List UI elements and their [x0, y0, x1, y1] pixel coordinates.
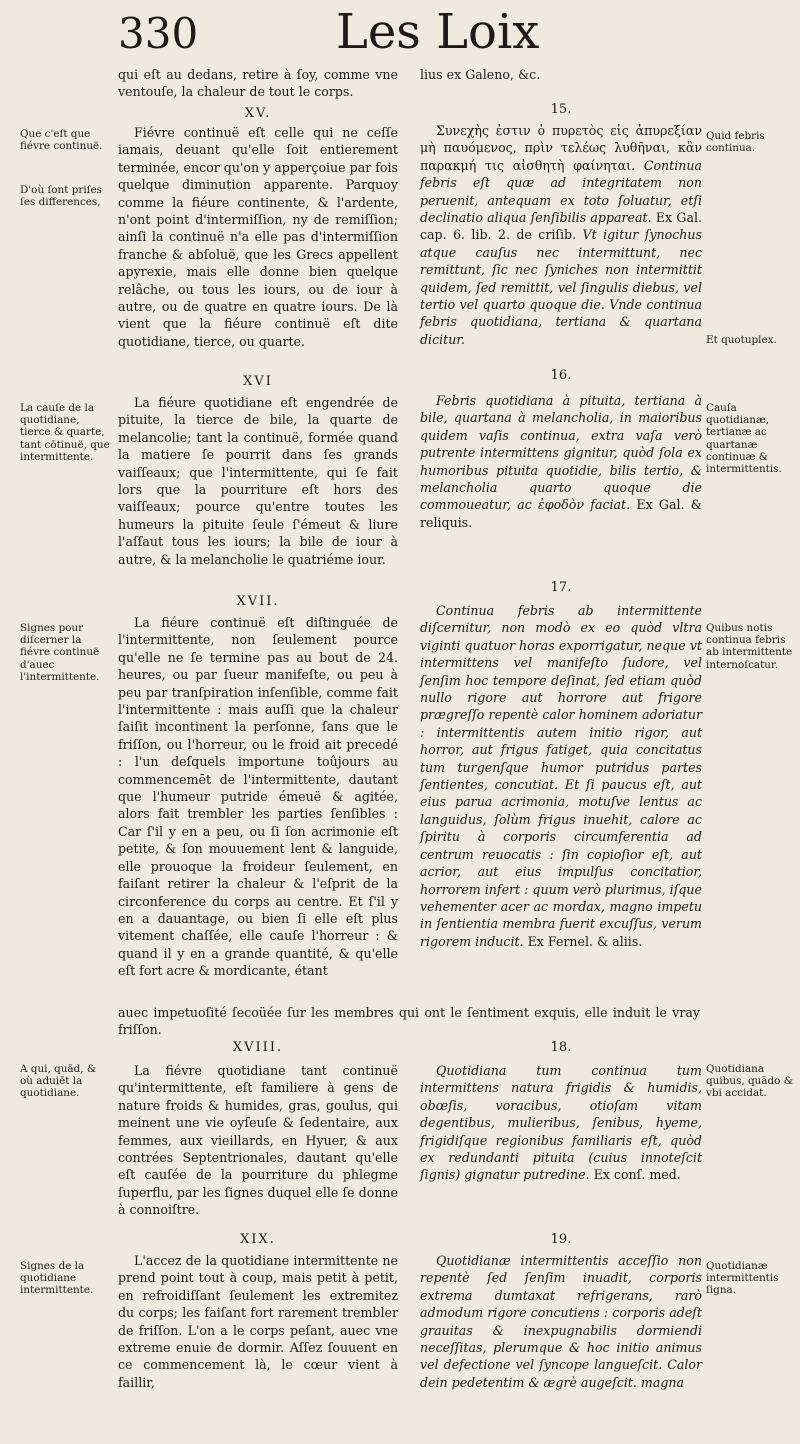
section-number-16: 16. [550, 368, 572, 383]
section-heading-xvii: XVII. [236, 594, 280, 609]
section-heading-xvi: XVI [243, 374, 273, 389]
section-heading-xv: XV. [244, 106, 272, 121]
margin-note-right: Quotidianæ intermittentis ſigna. [706, 1260, 779, 1297]
source-reference: Ex Fernel. & aliis. [527, 933, 643, 949]
section-heading-xviii: XVIII. [232, 1040, 284, 1055]
french-section-xvi: La fiéure quotidiane eſt engendrée de pituite, la tierce de bile, la quarte de melancolie; tant la continuë, formée quand la matiere ſe pourrit dans ſes grands vaiſſeaux; que l'intermittente, qui ſe fait lors que la pourriture eſt hors des vaiſſeaux; pource qu'entre toutes les humeurs la pituite ſeule ſ'émeut & liure l'aſſaut tous les iours; la bile de iour à autre, & la melancholie le quatriéme iour. [118, 395, 398, 567]
section-number-15: 15. [550, 102, 572, 117]
margin-note-left: La cauſe de la quotidiane, tierce & quarte, tant cōtinuë, que intermittente. [20, 402, 110, 463]
margin-note-right: Cauſa quotidianæ, tertianæ ac quartanæ continuæ & intermittentis. [706, 402, 782, 476]
source-reference: Ex conſ. med. [593, 1167, 681, 1183]
section-number-19: 19. [550, 1232, 572, 1247]
french-section-xv: Fiévre continuë eſt celle qui ne ceſſe iamais, deuant qu'elle ſoit entierement terminée, encor qu'on y apperçoiue par fois quelque diminution apparente. Parquoy comme la fiéure continente, & l'ardente, n'ont point d'intermiſſion, ny de remiſſion; ainſi la continuë n'a elle pas d'intermiſſion franche & abſoluë, que les Grecs appellent apyrexie, mais elle donne bien quelque relâche, ou tous les iours, ou de iour à autre, ou de quatre en quatre iours. De là vient que la fiéure continuë eſt dite quotidiane, tierce, ou quarte. [118, 125, 398, 349]
latin-text: Quotidiana tum continua tum intermittens natura frigidis & humidis, obœſis, voracibus, otioſam vitam degentibus, mulieribus, ſenibus, hyeme, frigidiſque regionibus familiaris eſt, quòd ex redundanti pituita (cuius innoteſcit ſignis) gignatur putredine. [420, 1063, 702, 1183]
margin-note-right: Et quotuplex. [706, 334, 777, 346]
page-number: 330 [118, 9, 199, 58]
french-section-xvii: La fiéure continuë eſt diſtinguée de l'intermittente, non ſeulement pource qu'elle ne ſe termine pas au bout de 24. heures, ou par ſueur manifeſte, ou peu à peu par tranſpiration inſenſible, comme fait l'intermittente : mais auſſi que la chaleur ſaiſit incontinent la perſonne, ſans que le friſſon, ou l'horreur, ou le froid ait precedé : l'un deſquels importune toûjours au commencemēt de l'intermittente, dautant que l'humeur putride émeuë & agitée, alors fait trembler les parties ſenſibles : Car ſ'il y en a peu, ou ſi ſon acrimonie eſt petite, & ſon mouuement lent & languide, elle prouoque la froideur ſeulement, en faiſant retirer la chaleur & l'eſprit de la circonference du corps au centre. Et ſ'il y en a dauantage, ou bien ſi elle eſt plus vitement chaſſée, elle cauſe l'horreur : & quand il y en a grande quantité, & qu'elle eſt fort acre & mordicante, étant [118, 615, 398, 979]
section-number-17: 17. [550, 580, 572, 595]
latin-text: Vt igitur ſynochus atque cauſus nec intermittunt, nec remittunt, ſic nec ſyniches non intermittit quidem, ſed remittit, vel ſingulis diebus, vel tertio vel quarto quoque die. Vnde continua febris quotidiana, tertiana & quartana dicitur. [420, 227, 702, 347]
latin-section-15 [420, 122, 702, 348]
source-reference: Ex Gal. & reliquis. [420, 497, 702, 530]
latin-section-16 [420, 392, 702, 531]
margin-note-left: A qui, quād, & où aduiēt la quotidiane. [20, 1063, 97, 1100]
french-section-xix: L'accez de la quotidiane intermittente ne prend point tout à coup, mais petit à petit, en refroidiſſant ſeulement les extremitez du corps; les faiſant fort rarement trembler de friſſon. L'on a le corps peſant, auec vne extreme enuie de dormir. Aſſez ſouuent en ce commencement là, le cœur vient à faillir, [118, 1253, 398, 1390]
margin-note-right: Quibus notis continua febris ab intermittente internoſcatur. [706, 622, 793, 671]
latin-section-17 [420, 602, 702, 950]
latin-text: Continua febris ab intermittente diſcernitur, non modò ex eo quòd vltra viginti quatuor horas exporrigatur, neque vt intermittens vel manifeſto ſudore, vel ſenſim hoc tempore deſinat, ſed etiam quòd nullo rigore aut horrore aut frigore prægreſſo repentè calor hominem adoriatur : intermittentis autem initio rigor, aut horror, aut frigus fatiget, quia concitatus tum turgenſque humor putridus partes ſentientes, concutiat. Et ſi paucus eſt, aut eius parua acrimonia, motuſve lentus ac languidus, ſolùm frigus inuehit, calore ac ſpiritu à corporis circumferentia ad centrum reuocatis : ſin copioſior eſt, aut acrior, aut eius impulſus concitatior, horrorem infert : quum verò plurimus, iſque vehementer acer ac mordax, magno impetu in ſentientia membra fuerit excuſſus, verum rigorem inducit. [420, 603, 702, 949]
latin-text: Febris quotidiana à pituita, tertiana à bile, quartana à melancholia, in maioribus quidem vaſis continua, extra vaſa verò putrente intermittens gignitur, quòd ſola ex humoribus pituita quotidie, bilis tertio, & melancholia quarto quoque die commoueatur, ac ἐφοδὸν faciat. [420, 393, 702, 513]
margin-note-left: Signes de la quotidiane intermittente. [20, 1260, 94, 1297]
french-section-xvii-continuation: auec impetuoſité ſecoüée ſur les membres qui ont le ſentiment exquis, elle induit le vray friſſon. [118, 1005, 700, 1038]
greek-quotation: Συνεχὴς ἐστιν ὁ πυρετὸς εἰς ἀπυρεξίαν μὴ παυόμενος, πρὶν τελέως λυθῆναι, κἂν παρακμή τις αἰσθητὴ φαίνηται. [420, 123, 702, 173]
margin-note-right: Quotidiana quibus, quādo & vbi accidat. [706, 1063, 793, 1100]
margin-note-left: Signes pour diſcerner la fiévre continuë d'auec l'intermittente. [20, 622, 100, 683]
latin-text: Continua febris eſt quæ ad integritatem non peruenit, antequam ex toto ſoluatur, etſi declinatio aliqua ſenſibilis appareat. [420, 157, 702, 226]
latin-section-19: Quotidianæ intermittentis acceſſio non repentè ſed ſenſim inuadit, corporis extrema dumtaxat refrigerans, rarò admodum rigore concutiens : corporis adeſt grauitas & inexpugnabilis dormiendi neceſſitas, plerumque & hoc initio animus vel defectione vel ſyncope langueſcit. Calor dein pedetentim & ægrè augeſcit. magna [420, 1253, 702, 1390]
latin-section-18 [420, 1062, 702, 1184]
french-intro: qui eſt au dedans, retire à ſoy, comme vne ventouſe, la chaleur de tout le corps. [118, 67, 398, 100]
running-title: Les Loix [336, 4, 540, 60]
margin-note-right: Quid febris continua. [706, 130, 765, 155]
margin-note-left: D'où ſont priſes ſes differences, [20, 184, 102, 209]
section-heading-xix: XIX. [240, 1232, 276, 1247]
latin-intro: lius ex Galeno, &c. [420, 67, 541, 82]
source-reference: Ex Gal. cap. 6. lib. 2. de criſib. [420, 210, 702, 243]
section-number-18: 18. [550, 1040, 572, 1055]
margin-note-left: Que c'eſt que fiévre continuë. [20, 128, 103, 153]
french-section-xviii: La fiévre quotidiane tant continuë qu'intermittente, eſt familiere à gens de nature froids & humides, gras, goulus, qui meinent une vie oyſeuſe & ſedentaire, aux femmes, aux vieillards, en Hyuer, & aux contrées Septentrionales, dautant qu'elle eſt cauſée de la pourriture du phlegme ſuperflu, par les ſignes duquel elle ſe donne à connoiſtre. [118, 1063, 398, 1218]
